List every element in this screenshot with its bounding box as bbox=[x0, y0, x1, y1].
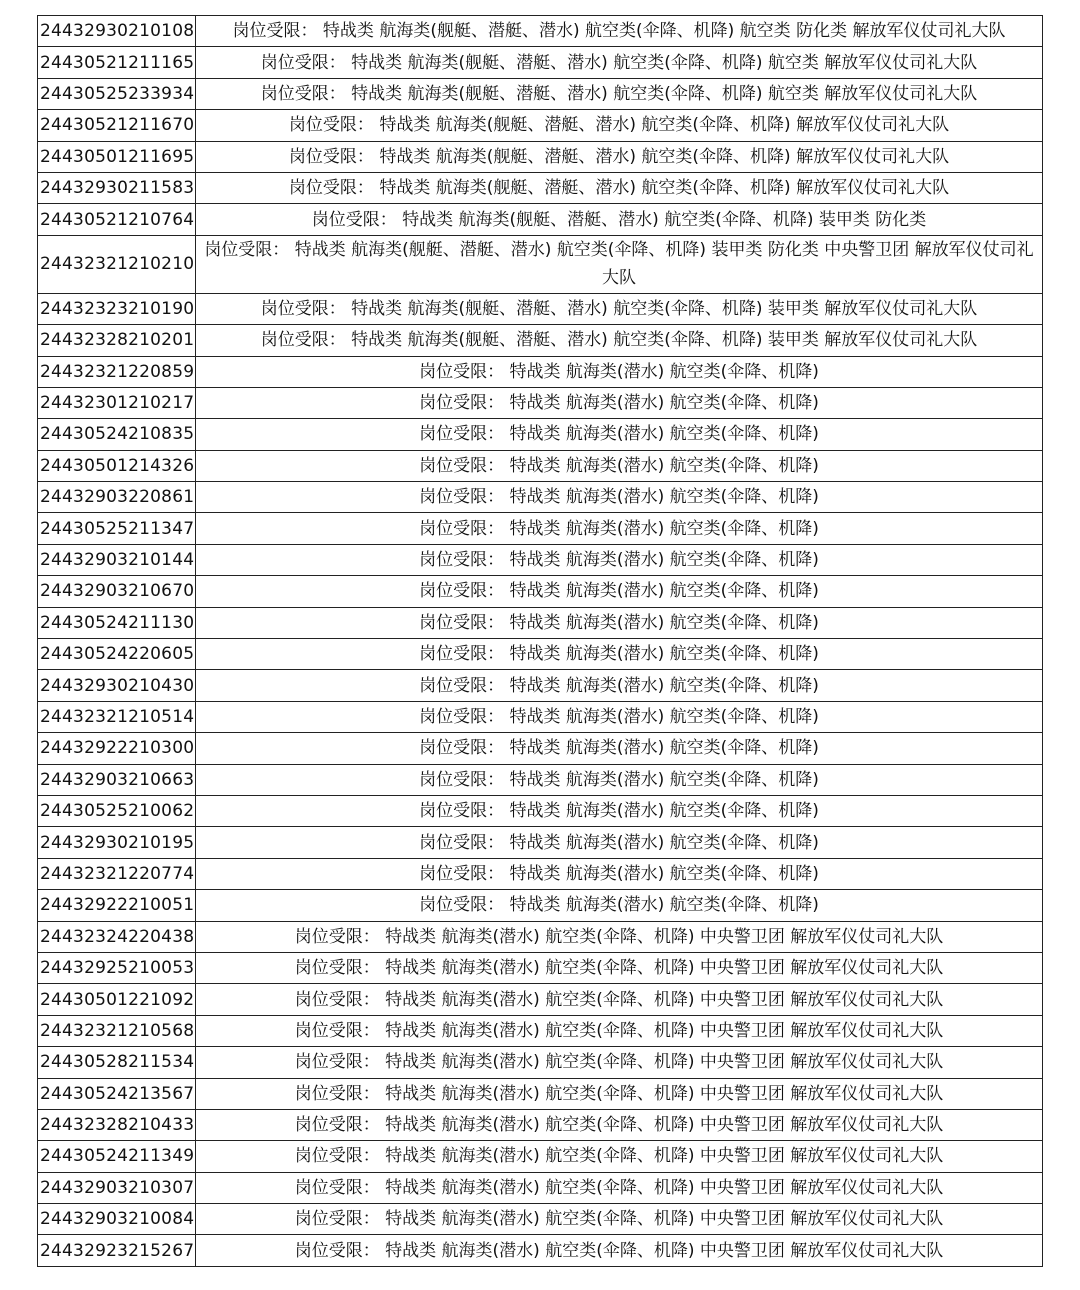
candidate-id-cell: 24430521211165 bbox=[38, 47, 196, 78]
candidate-id-cell: 24430525233934 bbox=[38, 78, 196, 109]
table-row bbox=[38, 1172, 1043, 1203]
candidate-id-cell: 24430528211534 bbox=[38, 1047, 196, 1078]
candidate-id-cell: 24432930210195 bbox=[38, 827, 196, 858]
restriction-cell: 岗位受限： 特战类 航海类(潜水) 航空类(伞降、机降) 中央警卫团 解放军仪仗司礼大队 bbox=[196, 1172, 1043, 1203]
candidate-id-cell: 24432321210568 bbox=[38, 1015, 196, 1046]
restriction-cell: 岗位受限： 特战类 航海类(潜水) 航空类(伞降、机降) bbox=[196, 356, 1043, 387]
restriction-cell: 岗位受限： 特战类 航海类(舰艇、潜艇、潜水) 航空类(伞降、机降) 装甲类 防化类 中央警卫团 解放军仪仗司礼大队 bbox=[196, 235, 1043, 293]
restriction-cell: 岗位受限： 特战类 航海类(潜水) 航空类(伞降、机降) 中央警卫团 解放军仪仗司礼大队 bbox=[196, 984, 1043, 1015]
candidate-id-cell: 24432903210084 bbox=[38, 1204, 196, 1235]
restriction-cell: 岗位受限： 特战类 航海类(舰艇、潜艇、潜水) 航空类(伞降、机降) 装甲类 解放军仪仗司礼大队 bbox=[196, 325, 1043, 356]
candidate-id-cell: 24430524213567 bbox=[38, 1078, 196, 1109]
table-row bbox=[38, 1047, 1043, 1078]
table-row bbox=[38, 1015, 1043, 1046]
restriction-cell: 岗位受限： 特战类 航海类(潜水) 航空类(伞降、机降) bbox=[196, 733, 1043, 764]
restriction-cell: 岗位受限： 特战类 航海类(潜水) 航空类(伞降、机降) 中央警卫团 解放军仪仗司礼大队 bbox=[196, 1235, 1043, 1266]
candidate-id-cell: 24432328210433 bbox=[38, 1109, 196, 1140]
table-row bbox=[38, 235, 1043, 293]
restriction-cell: 岗位受限： 特战类 航海类(潜水) 航空类(伞降、机降) 中央警卫团 解放军仪仗司礼大队 bbox=[196, 1047, 1043, 1078]
table-row bbox=[38, 47, 1043, 78]
table-row bbox=[38, 16, 1043, 47]
restriction-cell: 岗位受限： 特战类 航海类(潜水) 航空类(伞降、机降) bbox=[196, 419, 1043, 450]
restriction-cell: 岗位受限： 特战类 航海类(潜水) 航空类(伞降、机降) bbox=[196, 858, 1043, 889]
table-row bbox=[38, 921, 1043, 952]
candidate-id-cell: 24432903210307 bbox=[38, 1172, 196, 1203]
restriction-cell: 岗位受限： 特战类 航海类(潜水) 航空类(伞降、机降) bbox=[196, 764, 1043, 795]
table-row bbox=[38, 325, 1043, 356]
candidate-id-cell: 24432321220859 bbox=[38, 356, 196, 387]
table-row bbox=[38, 576, 1043, 607]
restriction-cell: 岗位受限： 特战类 航海类(潜水) 航空类(伞降、机降) 中央警卫团 解放军仪仗司礼大队 bbox=[196, 1204, 1043, 1235]
candidate-id-cell: 24432903210670 bbox=[38, 576, 196, 607]
candidate-id-cell: 24430524211349 bbox=[38, 1141, 196, 1172]
table-row bbox=[38, 450, 1043, 481]
table-row bbox=[38, 482, 1043, 513]
restriction-cell: 岗位受限： 特战类 航海类(潜水) 航空类(伞降、机降) bbox=[196, 639, 1043, 670]
restriction-cell: 岗位受限： 特战类 航海类(潜水) 航空类(伞降、机降) bbox=[196, 513, 1043, 544]
restriction-cell: 岗位受限： 特战类 航海类(舰艇、潜艇、潜水) 航空类(伞降、机降) 解放军仪仗司礼大队 bbox=[196, 172, 1043, 203]
restriction-cell: 岗位受限： 特战类 航海类(潜水) 航空类(伞降、机降) 中央警卫团 解放军仪仗司礼大队 bbox=[196, 952, 1043, 983]
table-row bbox=[38, 141, 1043, 172]
candidate-id-cell: 24432328210201 bbox=[38, 325, 196, 356]
table-row bbox=[38, 607, 1043, 638]
restriction-cell: 岗位受限： 特战类 航海类(舰艇、潜艇、潜水) 航空类(伞降、机降) 解放军仪仗司礼大队 bbox=[196, 141, 1043, 172]
candidate-id-cell: 24432925210053 bbox=[38, 952, 196, 983]
restriction-cell: 岗位受限： 特战类 航海类(潜水) 航空类(伞降、机降) bbox=[196, 890, 1043, 921]
table-row bbox=[38, 1141, 1043, 1172]
restriction-table-body bbox=[38, 16, 1043, 1267]
table-row bbox=[38, 1204, 1043, 1235]
table-row bbox=[38, 827, 1043, 858]
candidate-id-cell: 24432324220438 bbox=[38, 921, 196, 952]
candidate-id-cell: 24430524220605 bbox=[38, 639, 196, 670]
restriction-table bbox=[37, 15, 1043, 1267]
table-row bbox=[38, 1109, 1043, 1140]
table-row bbox=[38, 764, 1043, 795]
candidate-id-cell: 24432321210514 bbox=[38, 701, 196, 732]
candidate-id-cell: 24432903210663 bbox=[38, 764, 196, 795]
restriction-cell: 岗位受限： 特战类 航海类(舰艇、潜艇、潜水) 航空类(伞降、机降) 解放军仪仗司礼大队 bbox=[196, 110, 1043, 141]
table-row bbox=[38, 701, 1043, 732]
restriction-cell: 岗位受限： 特战类 航海类(舰艇、潜艇、潜水) 航空类(伞降、机降) 航空类 解放军仪仗司礼大队 bbox=[196, 47, 1043, 78]
restriction-cell: 岗位受限： 特战类 航海类(潜水) 航空类(伞降、机降) 中央警卫团 解放军仪仗司礼大队 bbox=[196, 1015, 1043, 1046]
candidate-id-cell: 24430521210764 bbox=[38, 204, 196, 235]
table-row bbox=[38, 670, 1043, 701]
table-row bbox=[38, 293, 1043, 324]
candidate-id-cell: 24430525210062 bbox=[38, 795, 196, 826]
restriction-cell: 岗位受限： 特战类 航海类(舰艇、潜艇、潜水) 航空类(伞降、机降) 装甲类 防化类 bbox=[196, 204, 1043, 235]
table-row bbox=[38, 78, 1043, 109]
table-row bbox=[38, 544, 1043, 575]
restriction-cell: 岗位受限： 特战类 航海类(潜水) 航空类(伞降、机降) bbox=[196, 701, 1043, 732]
table-row bbox=[38, 172, 1043, 203]
candidate-id-cell: 24430525211347 bbox=[38, 513, 196, 544]
candidate-id-cell: 24432321210210 bbox=[38, 235, 196, 293]
restriction-cell: 岗位受限： 特战类 航海类(潜水) 航空类(伞降、机降) bbox=[196, 576, 1043, 607]
table-row bbox=[38, 639, 1043, 670]
table-row bbox=[38, 419, 1043, 450]
table-row bbox=[38, 387, 1043, 418]
table-row bbox=[38, 1235, 1043, 1266]
candidate-id-cell: 24432903220861 bbox=[38, 482, 196, 513]
table-row bbox=[38, 110, 1043, 141]
restriction-cell: 岗位受限： 特战类 航海类(潜水) 航空类(伞降、机降) 中央警卫团 解放军仪仗司礼大队 bbox=[196, 921, 1043, 952]
candidate-id-cell: 24432903210144 bbox=[38, 544, 196, 575]
restriction-cell: 岗位受限： 特战类 航海类(潜水) 航空类(伞降、机降) bbox=[196, 544, 1043, 575]
candidate-id-cell: 24430521211670 bbox=[38, 110, 196, 141]
candidate-id-cell: 24432301210217 bbox=[38, 387, 196, 418]
candidate-id-cell: 24432321220774 bbox=[38, 858, 196, 889]
candidate-id-cell: 24432323210190 bbox=[38, 293, 196, 324]
restriction-cell: 岗位受限： 特战类 航海类(潜水) 航空类(伞降、机降) bbox=[196, 827, 1043, 858]
candidate-id-cell: 24432923215267 bbox=[38, 1235, 196, 1266]
restriction-cell: 岗位受限： 特战类 航海类(潜水) 航空类(伞降、机降) bbox=[196, 795, 1043, 826]
restriction-cell: 岗位受限： 特战类 航海类(潜水) 航空类(伞降、机降) 中央警卫团 解放军仪仗司礼大队 bbox=[196, 1109, 1043, 1140]
restriction-cell: 岗位受限： 特战类 航海类(潜水) 航空类(伞降、机降) 中央警卫团 解放军仪仗司礼大队 bbox=[196, 1141, 1043, 1172]
restriction-cell: 岗位受限： 特战类 航海类(潜水) 航空类(伞降、机降) bbox=[196, 670, 1043, 701]
candidate-id-cell: 24432930210430 bbox=[38, 670, 196, 701]
candidate-id-cell: 24432922210300 bbox=[38, 733, 196, 764]
candidate-id-cell: 24430524210835 bbox=[38, 419, 196, 450]
restriction-cell: 岗位受限： 特战类 航海类(舰艇、潜艇、潜水) 航空类(伞降、机降) 航空类 防化类 解放军仪仗司礼大队 bbox=[196, 16, 1043, 47]
candidate-id-cell: 24432922210051 bbox=[38, 890, 196, 921]
table-row bbox=[38, 204, 1043, 235]
restriction-cell: 岗位受限： 特战类 航海类(潜水) 航空类(伞降、机降) bbox=[196, 387, 1043, 418]
candidate-id-cell: 24432930210108 bbox=[38, 16, 196, 47]
restriction-cell: 岗位受限： 特战类 航海类(潜水) 航空类(伞降、机降) bbox=[196, 607, 1043, 638]
candidate-id-cell: 24430501214326 bbox=[38, 450, 196, 481]
table-row bbox=[38, 952, 1043, 983]
restriction-cell: 岗位受限： 特战类 航海类(潜水) 航空类(伞降、机降) 中央警卫团 解放军仪仗司礼大队 bbox=[196, 1078, 1043, 1109]
candidate-id-cell: 24430524211130 bbox=[38, 607, 196, 638]
restriction-cell: 岗位受限： 特战类 航海类(潜水) 航空类(伞降、机降) bbox=[196, 450, 1043, 481]
table-row bbox=[38, 795, 1043, 826]
restriction-cell: 岗位受限： 特战类 航海类(潜水) 航空类(伞降、机降) bbox=[196, 482, 1043, 513]
candidate-id-cell: 24430501211695 bbox=[38, 141, 196, 172]
restriction-cell: 岗位受限： 特战类 航海类(舰艇、潜艇、潜水) 航空类(伞降、机降) 航空类 解放军仪仗司礼大队 bbox=[196, 78, 1043, 109]
candidate-id-cell: 24432930211583 bbox=[38, 172, 196, 203]
restriction-cell: 岗位受限： 特战类 航海类(舰艇、潜艇、潜水) 航空类(伞降、机降) 装甲类 解放军仪仗司礼大队 bbox=[196, 293, 1043, 324]
table-row bbox=[38, 1078, 1043, 1109]
candidate-id-cell: 24430501221092 bbox=[38, 984, 196, 1015]
table-row bbox=[38, 513, 1043, 544]
table-row bbox=[38, 858, 1043, 889]
table-row bbox=[38, 733, 1043, 764]
table-row bbox=[38, 984, 1043, 1015]
table-row bbox=[38, 890, 1043, 921]
table-row bbox=[38, 356, 1043, 387]
